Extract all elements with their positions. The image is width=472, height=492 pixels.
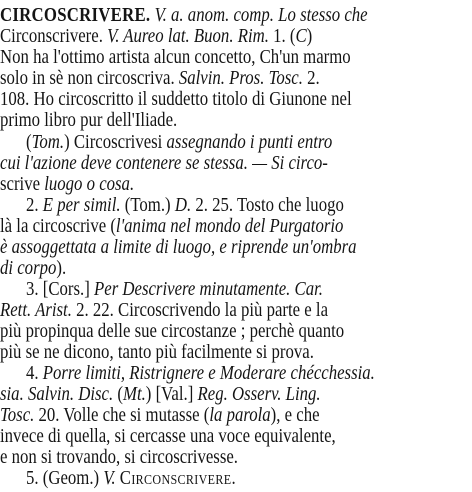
text-line [0,109,406,133]
text-run: ), e che [270,405,320,426]
text-run: 2. 22. Circoscrivendo la più parte e la [71,300,329,321]
text-run: V. [103,468,116,489]
text-run: Porre limiti, Ristrignere e Moderare chécchessia. [42,363,375,384]
text-run: assegnando i punti entro [166,132,333,153]
text-run: 2. [302,68,320,89]
text-run: solo in sè non circoscriva. [0,68,179,89]
text-run: là la circoscrive ( [0,216,116,237]
text-run: ( [26,132,32,153]
text-run: Rett. Arist. [0,300,72,321]
text-run: ) [306,26,313,47]
text-run: D. [174,195,192,216]
text-run: E per simil. [42,195,121,216]
text-run: Non ha l'ottimo artista alcun concetto, Ch'un marmo [0,47,351,68]
text-run: Tom. [31,132,65,153]
text-run: Mt. [122,384,146,405]
text-run: l'anima nel mondo del Purgatorio [115,216,344,237]
text-run: Circonscrivere. [119,468,237,489]
text-run: Salvin. Pros. Tosc. [178,68,303,89]
text-run: C [295,26,307,47]
text-run: e non si trovando, si circoscrivesse. [0,447,238,468]
text-run: cui l'azione deve contenere se stessa. — Si circo- [0,153,328,174]
text-run: 5. [26,468,43,489]
text-run: ). [56,258,67,279]
text-run: luogo o cosa. [44,174,135,195]
text-run: scrive [0,174,45,195]
text-run: V. Aureo lat. Buon. Rim. [107,26,269,47]
text-run: Circonscrivere. [0,26,108,47]
text-run: Tosc. [0,405,35,426]
text-run: 3. [26,279,43,300]
text-run: 108. Ho circoscritto il suddetto titolo di Giunone nel [0,89,352,110]
text-run: ) [Val.] [145,384,198,405]
text-run: Per Descrivere minutamente. Car. [94,279,323,300]
text-run: sia. Salvin. Disc. [0,384,114,405]
text-run: più se ne dicono, tanto più facilmente si prova. [0,342,314,363]
text-run: (Geom.) [42,468,104,489]
text-line [26,467,432,491]
text-run: 4. [26,363,43,384]
text-run: 20. Volle che si mutasse ( [34,405,210,426]
text-run: 1. ( [268,26,296,47]
text-run: ( [113,384,123,405]
text-run: di corpo [0,258,57,279]
text-run: ) Circoscrivesi [64,132,167,153]
text-run: 2. 25. Tosto che luogo [191,195,344,216]
text-run: 2. [26,195,43,216]
headword: CIRCOSCRIVERE. [0,5,151,26]
text-run: invece di quella, si cercasse una voce equivalente, [0,426,336,447]
text-run: [Cors.] [42,279,95,300]
text-run: Reg. Osserv. Ling. [197,384,321,405]
text-run: più propinqua delle sue circostanze ; perchè quanto [0,321,345,342]
text-run: V. a. anom. comp. Lo stesso che [154,5,368,26]
text-run: (Tom.) [120,195,175,216]
text-run: è assoggettata a limite di luogo, e riprende un'ombra [0,237,357,258]
text-run: la parola [209,405,271,426]
text-run: primo libro pur dell'Iliade. [0,110,178,131]
